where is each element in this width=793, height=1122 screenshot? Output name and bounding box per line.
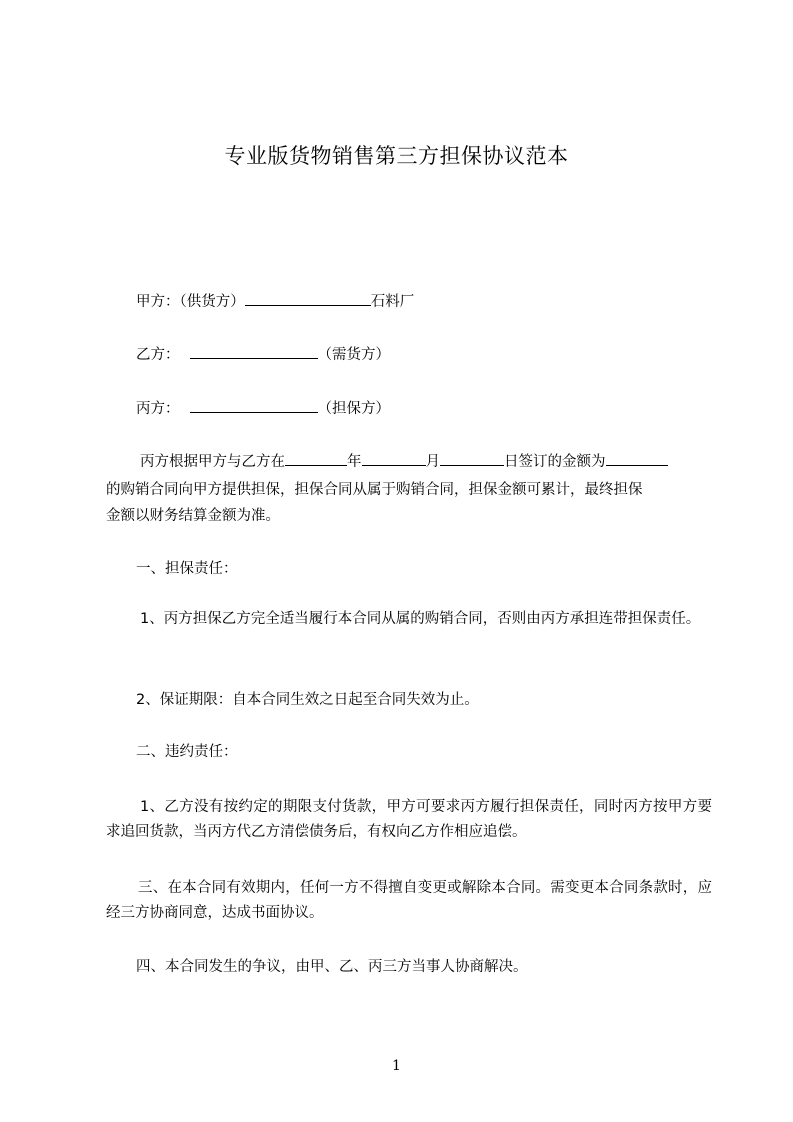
party-a-label: 甲方： xyxy=(136,294,180,310)
intro-year: 年 xyxy=(347,454,362,470)
section3-text: 三、在本合同有效期内，任何一方不得擅自变更或解除本合同。需变更本合同条款时，应经三方协商同意，达成书面协议。 xyxy=(106,880,712,921)
intro-line-2: 的购销合同向甲方提供担保，担保合同从属于购销合同，担保金额可累计，最终担保 xyxy=(106,482,643,498)
party-c-role: （担保方） xyxy=(317,401,390,417)
party-a-suffix: 石料厂 xyxy=(370,294,415,310)
month-blank xyxy=(362,450,426,466)
party-a-role: （供货方） xyxy=(179,294,245,310)
section1-item2: 2、保证期限：自本合同生效之日起至合同失效为止。 xyxy=(136,692,479,708)
party-b-name-blank xyxy=(190,343,318,359)
party-c-line xyxy=(136,397,390,420)
intro-day-signed: 日签订的金额为 xyxy=(504,454,606,470)
intro-part1: 丙方根据甲方与乙方在 xyxy=(140,454,285,470)
party-c-name-blank xyxy=(190,397,318,413)
document-title: 专业版货物销售第三方担保协议范本 xyxy=(224,144,569,168)
party-a-line xyxy=(136,290,414,313)
section2-item1: 1、乙方没有按约定的期限支付货款，甲方可要求丙方履行担保责任，同时丙方按甲方要求追回货款，当丙方代乙方清偿债务后，有权向乙方作相应追偿。 xyxy=(106,799,712,840)
page-number: 1 xyxy=(392,1058,401,1074)
day-blank xyxy=(440,450,504,466)
party-b-role: （需货方） xyxy=(317,347,390,363)
intro-month: 月 xyxy=(425,454,440,470)
year-blank xyxy=(285,450,347,466)
intro-line-3: 金额以财务结算金额为准。 xyxy=(106,508,280,524)
party-b-line xyxy=(136,343,390,366)
party-a-name-blank xyxy=(245,290,371,306)
party-c-label: 丙方： xyxy=(136,401,180,417)
section2-heading: 二、违约责任： xyxy=(136,744,238,760)
section1-item1: 1、丙方担保乙方完全适当履行本合同从属的购销合同，否则由丙方承担连带担保责任。 xyxy=(140,611,701,627)
intro-line-1 xyxy=(140,450,668,473)
section1-heading: 一、担保责任： xyxy=(136,561,238,577)
section4-text: 四、本合同发生的争议，由甲、乙、丙三方当事人协商解决。 xyxy=(136,959,528,975)
party-b-label: 乙方： xyxy=(136,347,180,363)
amount-blank xyxy=(606,450,668,466)
